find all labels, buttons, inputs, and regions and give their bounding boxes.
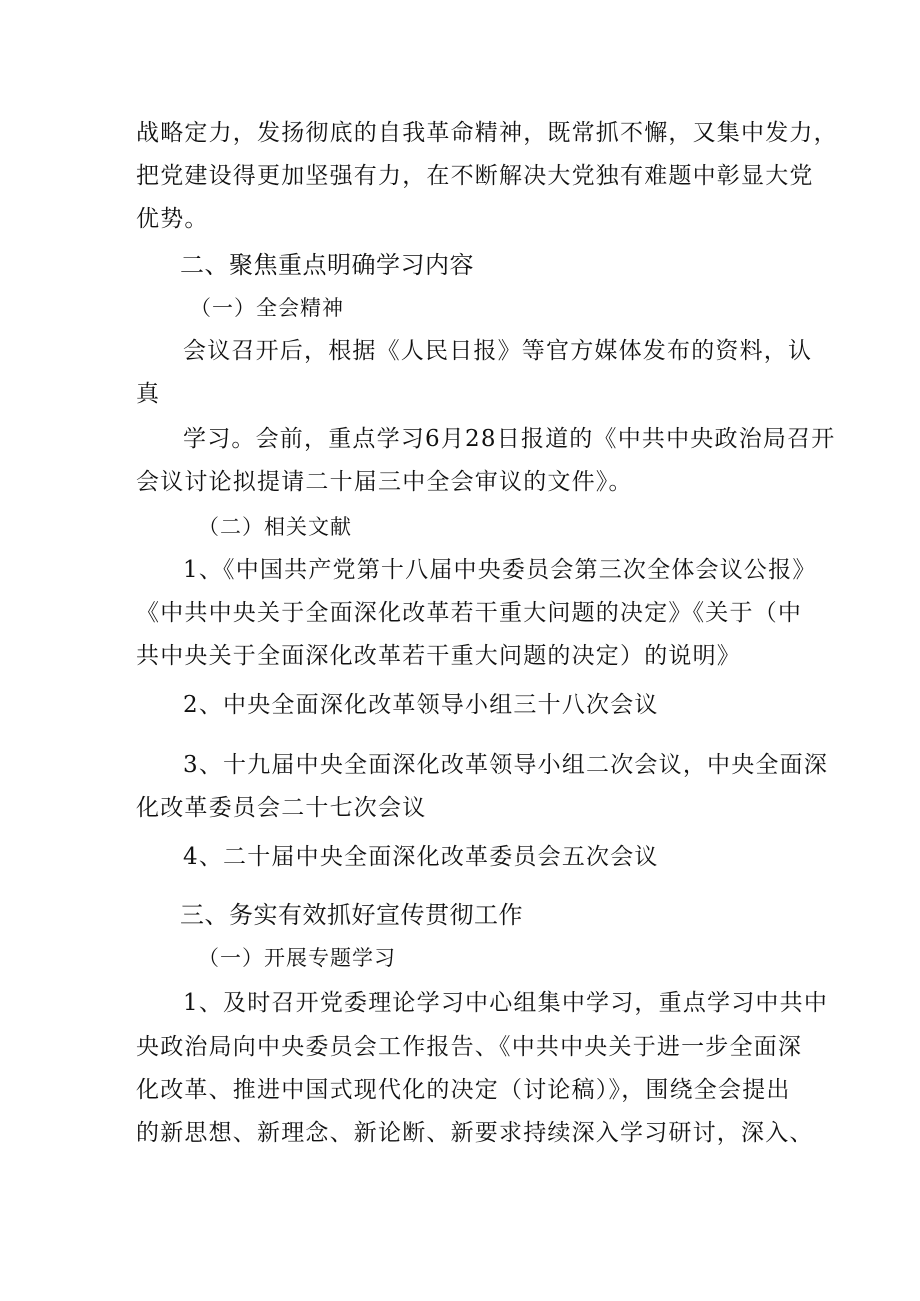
list-item-continuation: 化改革、推进中国式现代化的决定（讨论稿）》，围绕全会提出 bbox=[136, 1077, 791, 1103]
section-heading-2: 二、聚焦重点明确学习内容 bbox=[180, 251, 474, 279]
list-item: 2、中央全面深化改革领导小组三十八次会议 bbox=[183, 692, 659, 718]
paragraph-line: 会议召开后，根据《人民日报》等官方媒体发布的资料，认 bbox=[183, 338, 813, 364]
subsection-heading: （一）开展专题学习 bbox=[198, 946, 396, 970]
paragraph-line: 学习。会前，重点学习6月28日报道的《中共中央政治局召开 bbox=[183, 426, 836, 452]
list-item-continuation: 化改革委员会二十七次会议 bbox=[136, 795, 427, 821]
list-item-continuation: 共中央关于全面深化改革若干重大问题的决定）的说明》 bbox=[136, 643, 741, 669]
list-item-continuation: 央政治局向中央委员会工作报告、《中共中央关于进一步全面深 bbox=[136, 1034, 803, 1060]
list-item: 4、二十届中央全面深化改革委员会五次会议 bbox=[183, 844, 659, 870]
list-item-continuation: 的新思想、新理念、新论断、新要求持续深入学习研讨，深入、 bbox=[136, 1120, 814, 1146]
list-item-continuation: 《中共中央关于全面深化改革若干重大问题的决定》《关于（中 bbox=[136, 600, 803, 626]
subsection-heading: （二）相关文献 bbox=[198, 515, 352, 539]
paragraph-line: 把党建设得更加坚强有力，在不断解决大党独有难题中彰显大党 bbox=[136, 163, 814, 189]
list-item: 1、《中国共产党第十八届中央委员会第三次全体会议公报》 bbox=[183, 557, 817, 583]
list-item: 3、十九届中央全面深化改革领导小组二次会议，中央全面深 bbox=[183, 752, 829, 778]
paragraph-line: 会议讨论拟提请二十届三中全会审议的文件》。 bbox=[136, 469, 633, 495]
list-item: 1、及时召开党委理论学习中心组集中学习，重点学习中共中 bbox=[183, 990, 829, 1016]
paragraph-line: 战略定力，发扬彻底的自我革命精神，既常抓不懈，又集中发力， bbox=[136, 120, 838, 146]
paragraph-line: 优势。 bbox=[136, 206, 209, 232]
subsection-heading: （一）全会精神 bbox=[190, 296, 344, 320]
paragraph-line: 真 bbox=[136, 381, 161, 407]
section-heading-3: 三、务实有效抓好宣传贯彻工作 bbox=[180, 901, 523, 929]
